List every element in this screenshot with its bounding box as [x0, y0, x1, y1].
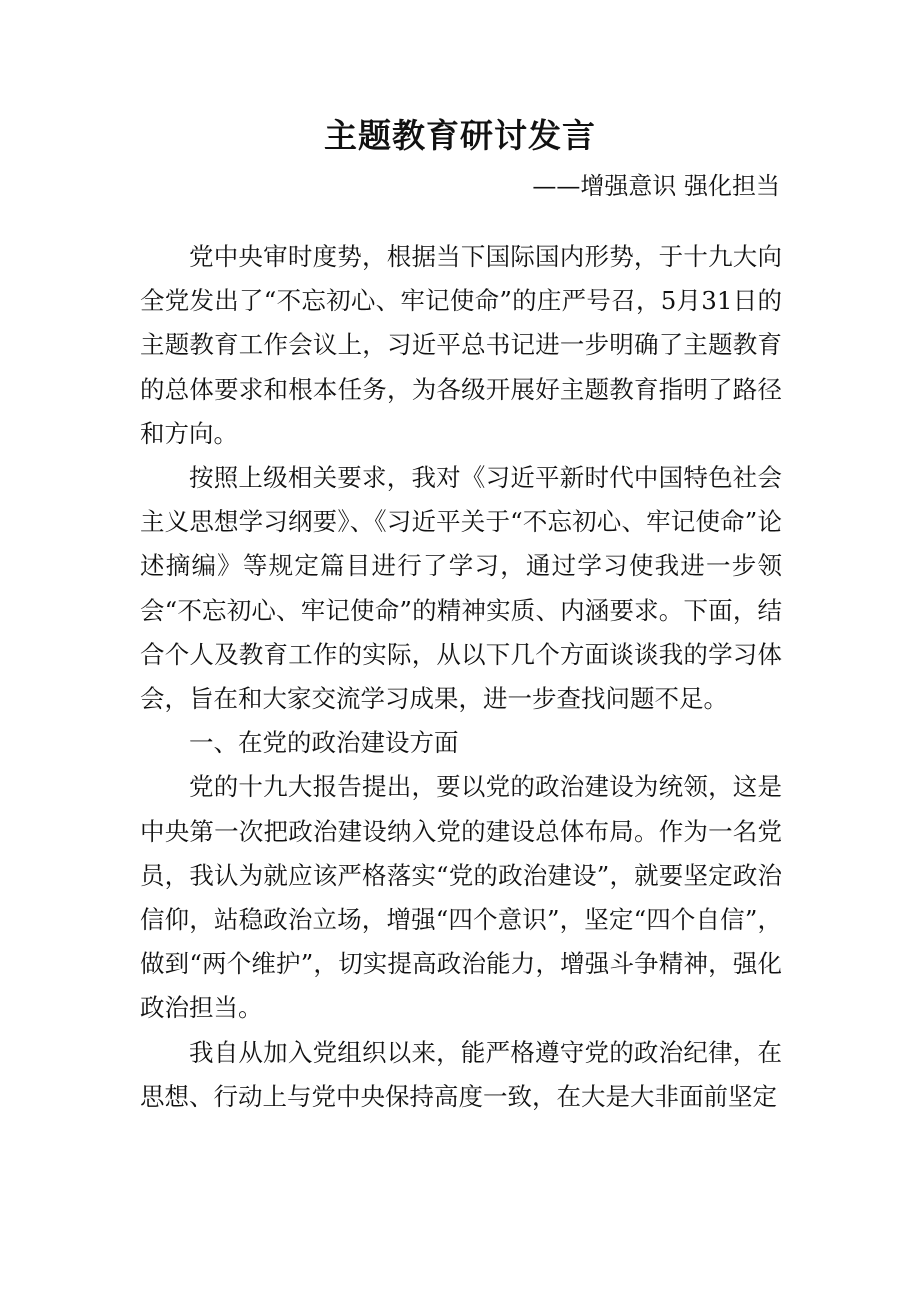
paragraph-intro: 党中央审时度势，根据当下国际国内形势，于十九大向全党发出了“不忘初心、牢记使命”的庄严号召，5月31日的主题教育工作会议上，习近平总书记进一步明确了主题教育的总体要求和根本任务，为各级开展好主题教育指明了路径和方向。: [140, 242, 782, 448]
document-subtitle: ——增强意识 强化担当: [532, 172, 780, 200]
paragraph-political-building: 党的十九大报告提出，要以党的政治建设为统领，这是中央第一次把政治建设纳入党的建设总体布局。作为一名党员，我认为就应该严格落实“党的政治建设”，就要坚定政治信仰，站稳政治立场，增强“四个意识”，坚定“四个自信”，做到“两个维护”，切实提高政治能力，增强斗争精神，强化政治担当。: [140, 772, 782, 1023]
paragraph-study: 按照上级相关要求，我对《习近平新时代中国特色社会主义思想学习纲要》、《习近平关于“不忘初心、牢记使命”论述摘编》等规定篇目进行了学习，通过学习使我进一步领会“不忘初心、牢记使命”的精神实质、内涵要求。下面，结合个人及教育工作的实际，从以下几个方面谈谈我的学习体会，旨在和大家交流学习成果，进一步查找问题不足。: [140, 463, 782, 714]
paragraph-personal-conduct: 我自从加入党组织以来，能严格遵守党的政治纪律，在思想、行动上与党中央保持高度一致，在大是大非面前坚定: [140, 1037, 782, 1111]
document-body: [140, 235, 782, 1119]
section-heading-political-building: 一、在党的政治建设方面: [189, 728, 459, 758]
document-title: 主题教育研讨发言: [324, 116, 596, 155]
